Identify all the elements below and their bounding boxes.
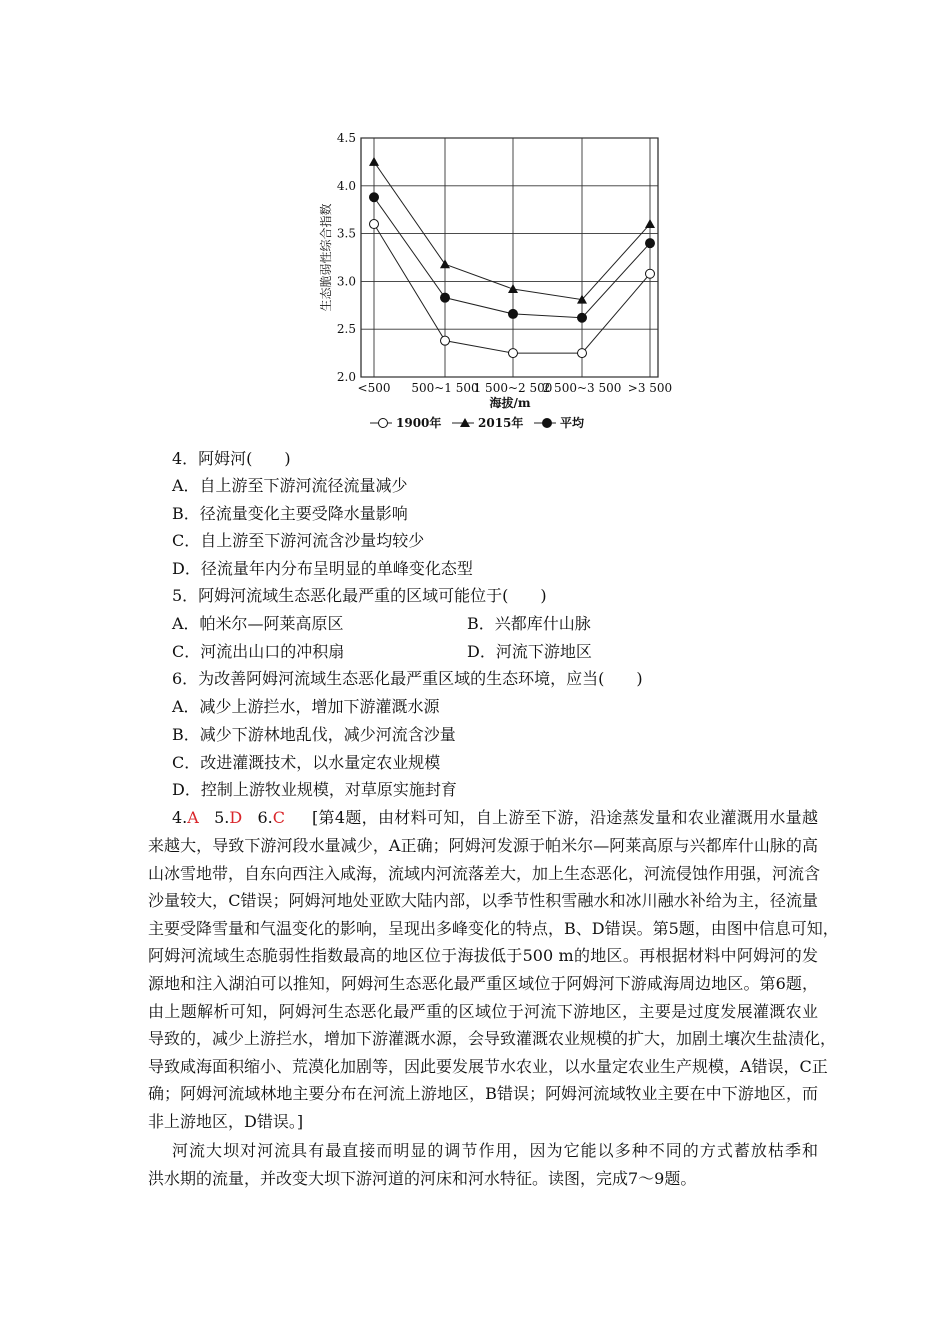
explanation-line: 非上游地区，D错误。] [148,1112,304,1131]
data-point [578,313,587,322]
y-tick-label: 2.0 [336,370,356,384]
question-5-stem: 5．阿姆河流域生态恶化最严重的区域可能位于( ) [172,586,547,605]
y-tick-label: 3.5 [336,226,356,241]
explanation-line: 导致咸海面积缩小、荒漠化加剧等，因此要发展节水农业，以水量定农业生产规模，A错误，C正 [148,1057,828,1076]
answer-5-number: 5. [214,808,230,827]
plot-frame [361,138,658,377]
data-point [440,259,450,268]
legend-marker [379,419,388,428]
legend-marker [543,419,552,428]
y-tick-label: 3.0 [336,274,356,289]
explanation-line: 沙量较大，C错误；阿姆河地处亚欧大陆内部，以季节性积雪融水和冰川融水补给为主，径流量 [148,891,818,910]
question-4-option-a: A．自上游至下游河流径流量减少 [172,476,408,495]
question-5-option-d: D．河流下游地区 [467,642,592,661]
explanation-line: 主要受降雪量和气温变化的影响，呈现出多峰变化的特点，B、D错误。第5题，由图中信息可知， [148,919,839,938]
explanation-line: 山冰雪地带，自东向西注入咸海，流域内河流落差大，加上生态恶化，河流侵蚀作用强，河流含 [148,864,821,883]
data-point [370,220,379,229]
legend-label: 1900年 [396,416,442,430]
data-point [578,349,587,358]
explanation-line: 来越大，导致下游河段水量减少，A正确；阿姆河发源于帕米尔—阿莱高原与兴都库什山脉的高 [148,836,818,855]
x-tick-label: 1 500~2 500 [473,381,553,395]
data-point [645,219,655,228]
question-5-option-c: C．河流出山口的冲积扇 [172,642,345,661]
series-line-2015年 [374,162,650,300]
question-6-option-c: C．改进灌溉技术，以水量定农业规模 [172,753,441,772]
data-point [370,193,379,202]
answer-4: A [187,808,199,827]
x-tick-label: 500~1 500 [411,381,479,395]
x-tick-label: <500 [357,381,391,395]
x-axis-label: 海拔/m [489,396,531,410]
data-point [646,269,655,278]
x-tick-label: >3 500 [627,381,673,395]
y-tick-label: 4.5 [336,131,356,145]
y-tick-label: 2.5 [336,322,356,337]
question-4-option-d: D．径流量年内分布呈明显的单峰变化态型 [172,559,473,578]
answer-5: D [229,808,243,827]
x-tick-label: 2 500~3 500 [542,381,622,395]
question-5-option-b: B．兴都库什山脉 [467,614,591,633]
question-6-stem: 6．为改善阿姆河流域生态恶化最严重区域的生态环境，应当( ) [172,669,643,688]
explanation-line: 源地和注入湖泊可以推知，阿姆河生态恶化最严重区域位于阿姆河下游咸海周边地区。第6题， [148,974,818,993]
question-6-option-d: D．控制上游牧业规模，对草原实施封育 [172,780,457,799]
explanation-line: 确；阿姆河流域林地主要分布在河流上游地区，B错误；阿姆河流域牧业主要在中下游地区，而 [148,1084,818,1103]
question-4-stem: 4．阿姆河( ) [172,449,291,468]
data-point [646,239,655,248]
answer-6: C [272,808,285,827]
question-6-option-b: B．减少下游林地乱伐，减少河流含沙量 [172,725,456,744]
explanation-line: 阿姆河流域生态脆弱性指数最高的地区位于海拔低于500 m的地区。再根据材料中阿姆河的发 [148,946,818,965]
question-6-option-a: A．减少上游拦水，增加下游灌溉水源 [172,697,440,716]
answer-6-number: 6. [257,808,273,827]
intro-paragraph-line: 洪水期的流量，并改变大坝下游河道的河床和河水特征。读图，完成7～9题。 [148,1169,697,1188]
explanation-line: 由上题解析可知，阿姆河生态恶化最严重的区域位于河流下游地区，主要是过度发展灌溉农业 [148,1002,818,1021]
legend-label: 2015年 [478,416,524,430]
question-4-option-b: B．径流量变化主要受降水量影响 [172,504,408,523]
data-point [441,336,450,345]
data-point [369,157,379,166]
question-5-option-a: A．帕米尔—阿莱高原区 [172,614,344,633]
legend-label: 平均 [560,416,585,430]
explanation-line: [第4题，由材料可知，自上游至下游，沿途蒸发量和农业灌溉用水量越 [312,808,818,827]
data-point [509,349,518,358]
y-tick-label: 4.0 [336,178,356,193]
y-axis-label: 生态脆弱性综合指数 [319,203,333,312]
fragility-index-chart [300,125,700,445]
data-point [441,293,450,302]
explanation-line: 导致的，减少上游拦水，增加下游灌溉水源，会导致灌溉农业规模的扩大，加剧土壤次生盐渍化， [148,1029,837,1048]
intro-paragraph-line: 河流大坝对河流具有最直接而明显的调节作用，因为它能以多种不同的方式蓄放枯季和 [172,1141,818,1160]
answer-4-number: 4. [172,808,188,827]
data-point [508,284,518,293]
answer-key [172,808,285,828]
question-4-option-c: C．自上游至下游河流含沙量均较少 [172,531,425,550]
series-line-平均 [374,197,650,317]
data-point [509,309,518,318]
